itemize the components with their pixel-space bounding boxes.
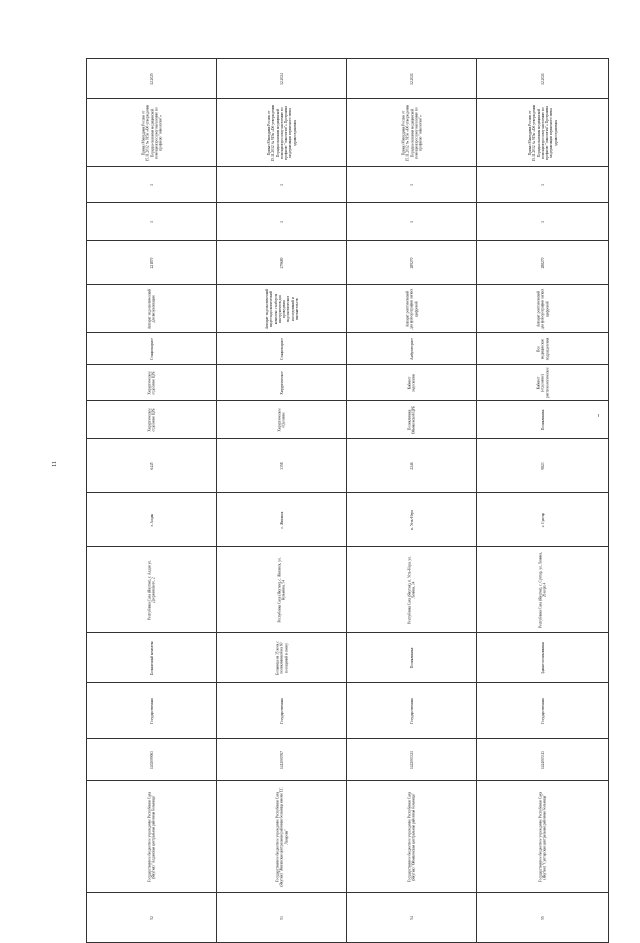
cell-address: Республика Саха (Якутия), п. Усть-Нера, ул. Ленина, 34: [347, 547, 477, 633]
cell-settlement: с. Жиганск: [217, 493, 347, 547]
cell-equipment: Аппарат рентгеновский для флюорографии легких цифровой: [347, 285, 477, 333]
cell-price: 221870: [87, 241, 217, 285]
cell-address: Республика Саха (Якутия), с. Сунтар, ул. Ленина, 26 корп.4: [477, 547, 609, 633]
cell-ownership: Государственная: [477, 683, 609, 739]
page-number: 11: [52, 461, 58, 467]
cell-inn: 1422003321: [347, 739, 477, 781]
cell-location-type: Поликлиника: [347, 633, 477, 683]
cell-unit: Все медицинские подразделения: [477, 333, 609, 365]
cell-row-number: 53: [217, 893, 347, 943]
cell-year-note: 12.2024: [217, 59, 347, 99]
cell-basis: Приказ Минздрава России от 15.11.2012 № 915н «Об утверждении Порядка оказания медицинской помощи взрослому населению по профилю "онкология"» Программа модернизации первичного звена здравоохранения: [477, 99, 609, 167]
cell-qty-plan: 1: [477, 167, 609, 203]
cell-room: Кабинет эндоскопии: [347, 365, 477, 401]
cell-qty-need: 1: [87, 203, 217, 241]
cell-equipment: Аппарат эндоскопический для визуализации: [87, 285, 217, 333]
cell-ownership: Государственная: [217, 683, 347, 739]
cell-unit: Стационарное: [217, 333, 347, 365]
cell-price: 288270: [477, 241, 609, 285]
cell-inn: 1402009063: [87, 739, 217, 781]
cell-population: 3358: [217, 439, 347, 493]
cell-department: Хирургическое отделение ЦРБ: [87, 401, 217, 439]
cell-row-number: 55: [477, 893, 609, 943]
cell-name: Государственное бюджетное учреждение Республики Саха (Якутия) "Оймяконская центральная районная больница": [347, 781, 477, 893]
cell-inn: 1424003313: [477, 739, 609, 781]
cell-population: 6445: [87, 439, 217, 493]
cell-location-type: Больница на 35 коек с поликлиникой на 60 посещений в смену: [217, 633, 347, 683]
cell-price: 289270: [347, 241, 477, 285]
cell-name: Государственное бюджетное учреждение Республики Саха (Якутия) "Жиганская центральная районная больница имени Т.Г. Лазарева": [217, 781, 347, 893]
cell-qty-plan: 1: [87, 167, 217, 203]
cell-settlement: г. Алдан: [87, 493, 217, 547]
cell-year-note: 12.2021: [477, 59, 609, 99]
cell-name: Государственное бюджетное учреждение Республики Саха (Якутия) "Сунтарская центральная районная больница": [477, 781, 609, 893]
cell-qty-plan: 1: [347, 167, 477, 203]
cell-year-note: 12.2025: [87, 59, 217, 99]
cell-basis: Приказ Минздрава России от 15.11.2012 № 915н «Об утверждении Порядка оказания медицинской помощи взрослому населению по профилю "онкология"»: [87, 99, 217, 167]
cell-year-note: 12.2021: [347, 59, 477, 99]
cell-basis: Приказ Минздрава России от 15.11.2012 № 915н «Об утверждении Порядка оказания медицинской помощи взрослому населению по профилю "онкология"» Программа модернизации первичного звена здравоохранения: [217, 99, 347, 167]
cell-unit: Стационарное: [87, 333, 217, 365]
cell-name: Государственное бюджетное учреждение Республики Саха (Якутия) "Алданская центральная районная больница": [87, 781, 217, 893]
cell-room: Хирургическое отделение ЦРБ: [87, 365, 217, 401]
cell-address: Республика Саха (Якутия), г. Алдан ул. Дзержинского, 2: [87, 547, 217, 633]
equipment-table: [86, 58, 609, 943]
cell-qty-need: 1: [217, 203, 347, 241]
cell-location-type: Здание поликлиники: [477, 633, 609, 683]
cell-price: 279680: [217, 241, 347, 285]
cell-department: Поликлиника: [477, 401, 609, 439]
cell-qty-plan: 1: [217, 167, 347, 203]
cell-address: Республика Саха (Якутия), с. Жиганск, ул. Кузьмина, 54: [217, 547, 347, 633]
cell-department: Поликлиника Оймяконской ЦРБ: [347, 401, 477, 439]
cell-room: Хирургическое: [217, 365, 347, 401]
cell-equipment: Аппарат рентгеновский для флюорографии легких цифровой: [477, 285, 609, 333]
cell-basis: Приказ Минздрава России от 15.11.2012 № 915н «Об утверждении Порядка оказания медицинской помощи взрослому населению по профилю "онкология"»: [347, 99, 477, 167]
cell-qty-need: 1: [347, 203, 477, 241]
cell-settlement: п. Усть-Нера: [347, 493, 477, 547]
cell-room: Кабинет (отделение) рентгенологическое: [477, 365, 609, 401]
cell-equipment: Аппарат эндоскопический видеоэндоскопический комплекс с набором инструментов для проведения эндоскопических исследований и вмешательств: [217, 285, 347, 333]
cell-inn: 1412000767: [217, 739, 347, 781]
cell-population: 9823: [477, 439, 609, 493]
cell-unit: Амбулаторное: [347, 333, 477, 365]
cell-ownership: Государственная: [87, 683, 217, 739]
cell-population: 2246: [347, 439, 477, 493]
cell-settlement: с. Сунтар: [477, 493, 609, 547]
cell-location-type: Больничный комплекс: [87, 633, 217, 683]
cell-row-number: 52: [87, 893, 217, 943]
cell-ownership: Государственная: [347, 683, 477, 739]
cell-qty-need: 1: [477, 203, 609, 241]
cell-department: Хирургическое отделение: [217, 401, 347, 439]
cell-row-number: 54: [347, 893, 477, 943]
